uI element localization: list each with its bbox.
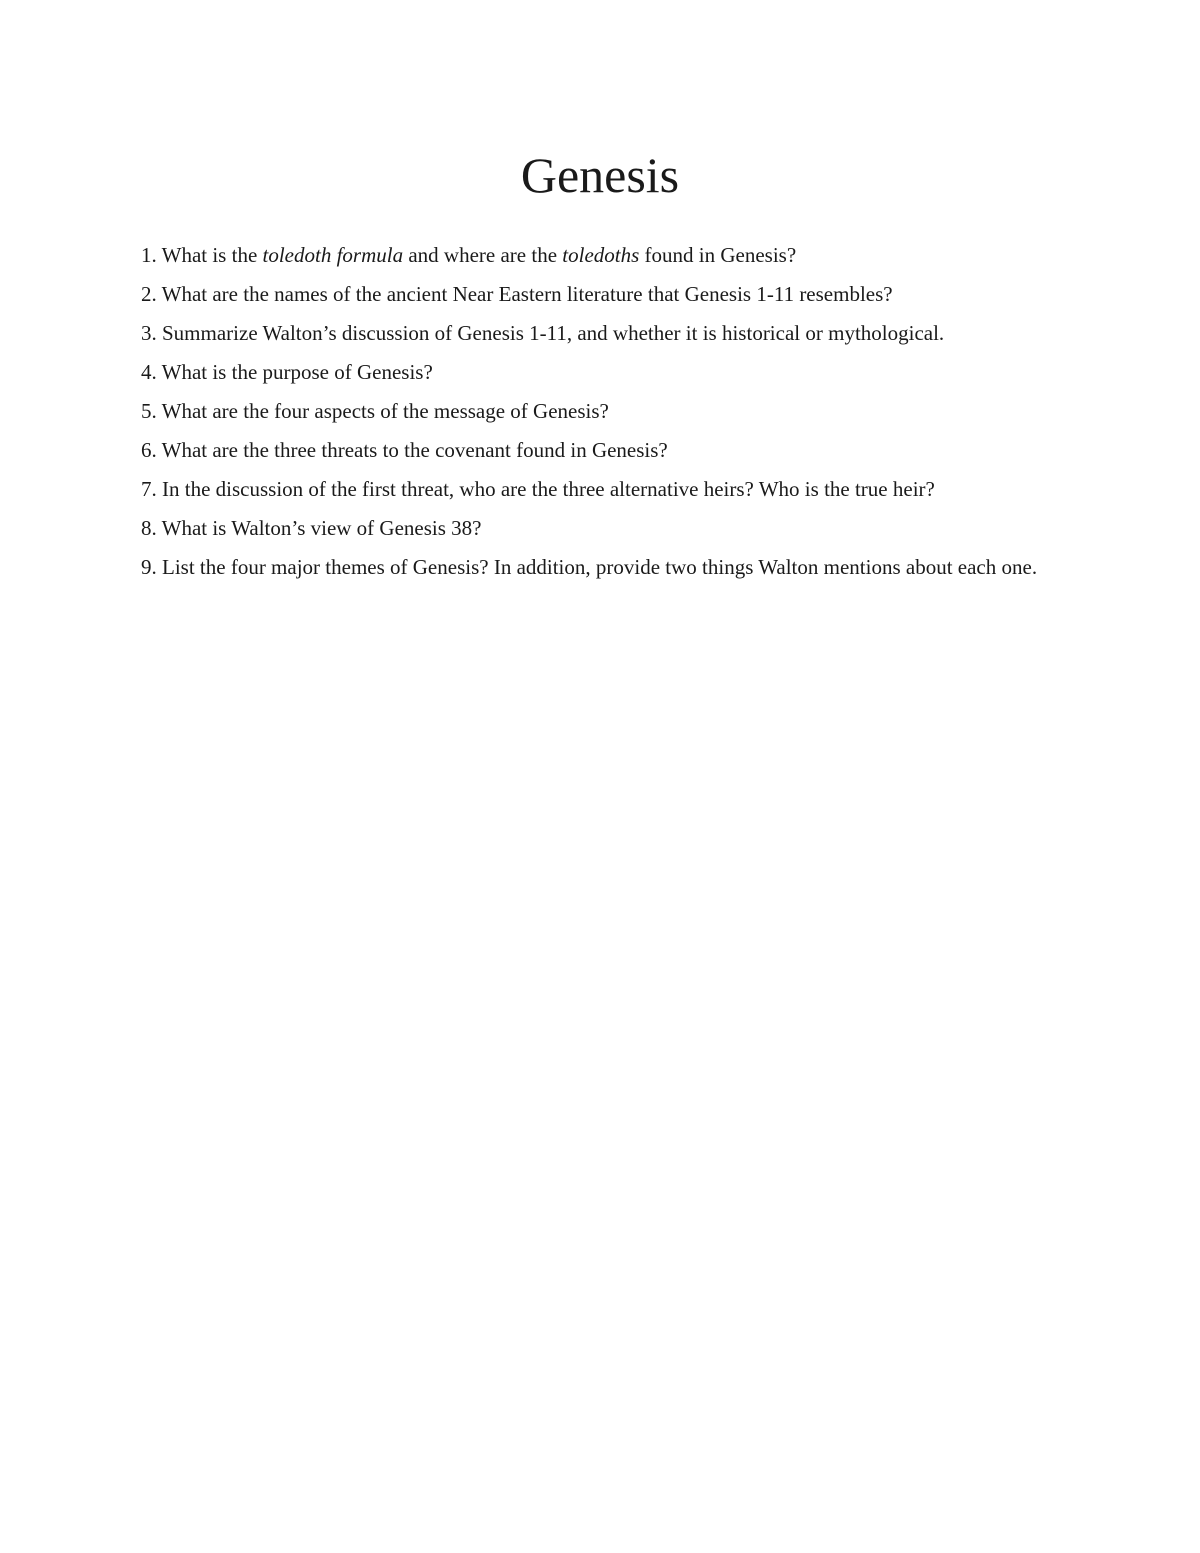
question-text: In the discussion of the first threat, who are the three alternative heirs? Who is the true heir? (162, 477, 935, 501)
question-item (141, 437, 1061, 464)
question-text: What is the purpose of Genesis? (161, 360, 433, 384)
question-number: 2. (141, 282, 157, 306)
question-item (141, 476, 1061, 503)
question-text: found in Genesis? (639, 243, 797, 267)
question-number: 7. (141, 477, 157, 501)
question-number: 9. (141, 555, 157, 579)
question-text: What are the three threats to the covenant found in Genesis? (161, 438, 668, 462)
question-text: List the four major themes of Genesis? In addition, provide two things Walton mentions about each one. (162, 555, 1038, 579)
question-item (141, 242, 1061, 269)
question-number: 5. (141, 399, 157, 423)
question-number: 1. (141, 243, 157, 267)
question-italic-term: toledoths (562, 243, 640, 267)
question-item (141, 398, 1061, 425)
question-number: 3. (141, 321, 157, 345)
page-title: Genesis (520, 147, 680, 203)
question-number: 4. (141, 360, 157, 384)
question-number: 8. (141, 516, 157, 540)
question-number: 6. (141, 438, 157, 462)
question-item (141, 320, 1061, 347)
question-text: and where are the (403, 243, 563, 267)
question-italic-term: toledoth formula (262, 243, 404, 267)
question-text: What is Walton’s view of Genesis 38? (161, 516, 482, 540)
question-text: What are the four aspects of the message of Genesis? (161, 399, 609, 423)
question-text: What is the (161, 243, 263, 267)
question-item (141, 515, 1061, 542)
question-item (141, 281, 1061, 308)
question-item (141, 554, 1061, 581)
question-text: What are the names of the ancient Near Eastern literature that Genesis 1-11 resembles? (161, 282, 893, 306)
question-text: Summarize Walton’s discussion of Genesis 1-11, and whether it is historical or mythological. (162, 321, 945, 345)
question-item (141, 359, 1061, 386)
question-list (141, 242, 1061, 593)
